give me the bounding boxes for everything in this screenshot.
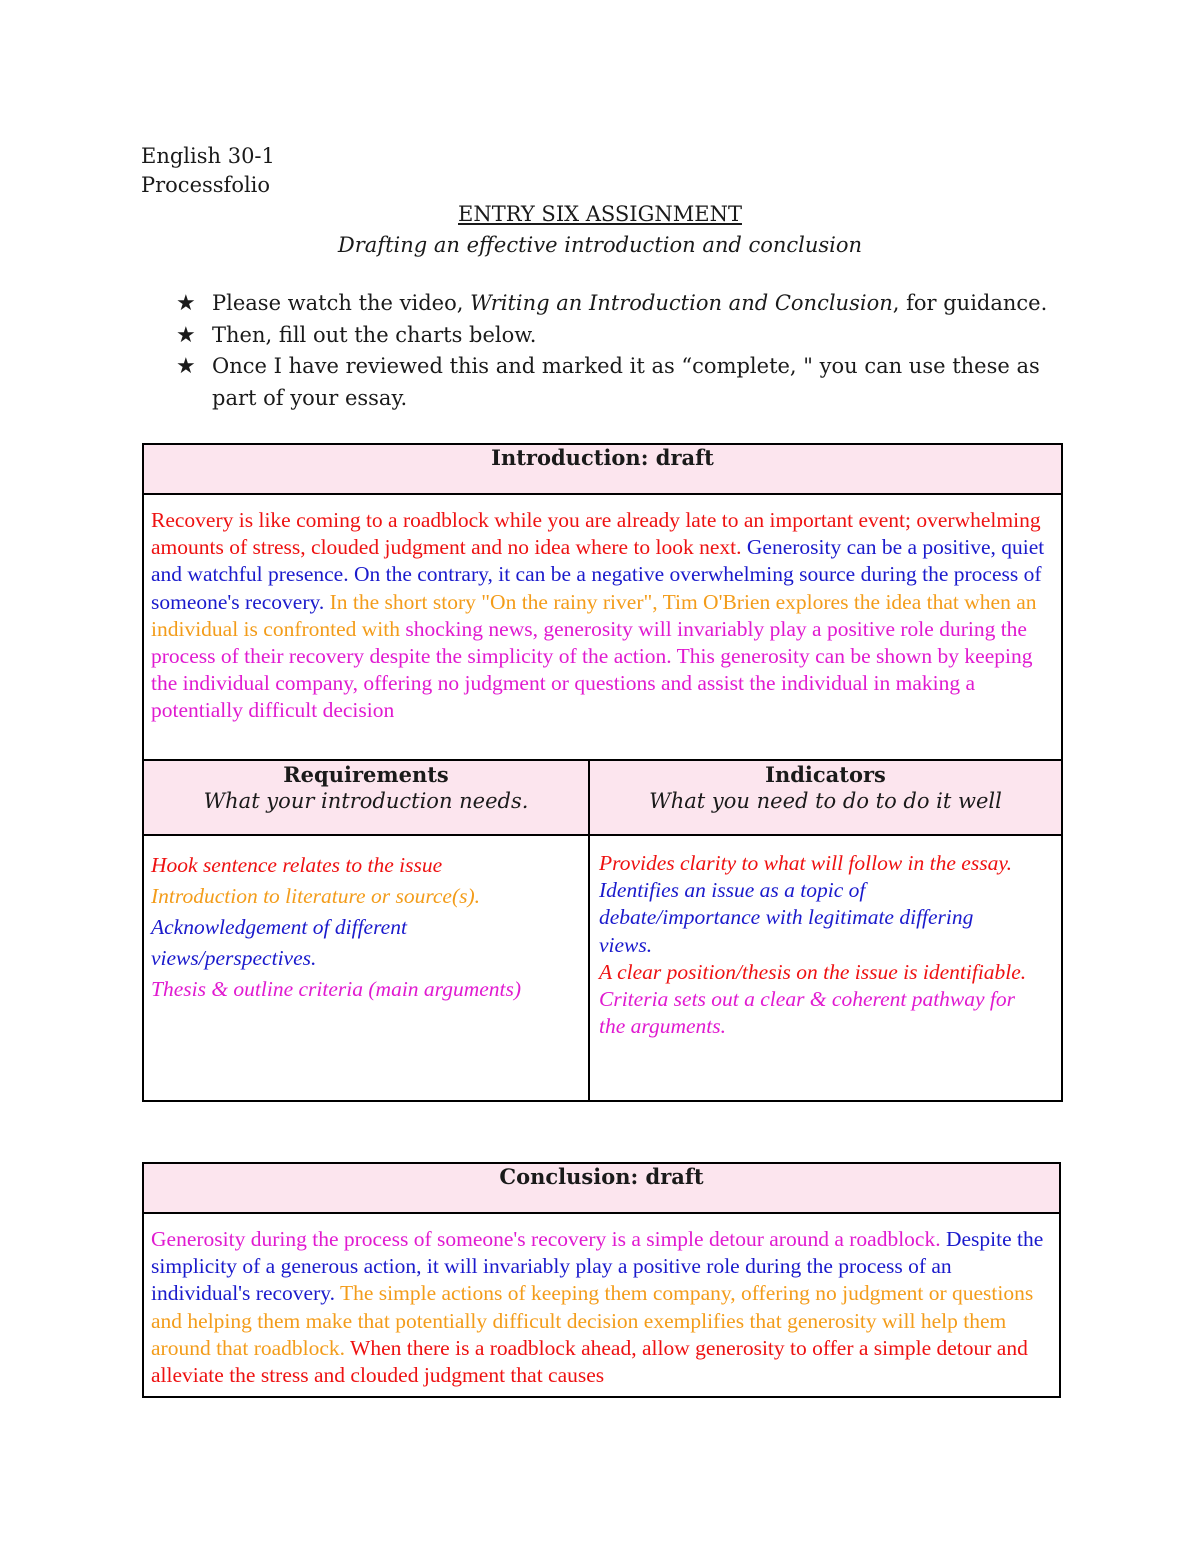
- indicators-list: [589, 835, 1062, 1101]
- requirement-item: Thesis & outline criteria (main arguments): [151, 977, 522, 1001]
- indicators-subtitle: What you need to do to do it well: [649, 789, 1002, 813]
- video-title: Writing an Introduction and Conclusion: [470, 291, 893, 315]
- intro-hook-text: Recovery is like coming to a roadblock while you are already late to an important event; overwhelming amounts of stress, clouded judgment and no idea where to look next.: [151, 508, 1041, 560]
- intro-thesis-text: shocking news, generosity will invariably play a positive role during the process of their recovery despite the simplicity of the action. This generosity can be shown by keeping the individual company, offering no judgment or questions and assist the individual in making a potentially difficult decision: [151, 616, 1033, 723]
- instruction-text: , for guidance.: [892, 291, 1048, 315]
- conclusion-table: [142, 1162, 1061, 1398]
- instruction-text: Once I have reviewed this and marked it as “complete, " you can use these as part of your essay.: [212, 354, 1040, 410]
- star-bullet-icon: ★: [176, 354, 196, 379]
- intro-source-text: In the short story "On the rainy river", Tim O'Brien explores the idea that when an individual is confronted with: [151, 589, 1037, 641]
- requirement-item: Acknowledgement of different views/perspectives.: [151, 915, 407, 970]
- conclusion-thesis-text: Despite the simplicity of a generous action, it will invariably play a positive role during the process of an individual's recovery.: [151, 1227, 1044, 1306]
- conclusion-closing-text: When there is a roadblock ahead, allow generosity to offer a simple detour and alleviate the stress and clouded judgment that causes: [151, 1335, 1028, 1388]
- requirements-title: Requirements: [283, 762, 449, 787]
- introduction-table: [142, 443, 1063, 1102]
- star-bullet-icon: ★: [176, 322, 196, 348]
- star-bullet-icon: ★: [176, 291, 196, 316]
- indicator-item: Identifies an issue as a topic of debate/importance with legitimate differing views.: [599, 878, 974, 957]
- instruction-text: Then, fill out the charts below.: [212, 322, 537, 347]
- requirement-item: Introduction to literature or source(s).: [151, 884, 481, 908]
- intro-perspectives-text: Generosity can be a positive, quiet and watchful presence. On the contrary, it can be a negative overwhelming source during the process of someone's recovery.: [151, 535, 1045, 614]
- indicator-item: Criteria sets out a clear & coherent pathway for the arguments.: [599, 987, 1016, 1039]
- requirements-header: [143, 760, 589, 835]
- indicator-item: Provides clarity to what will follow in the essay.: [599, 851, 1013, 875]
- page-title: ENTRY SIX ASSIGNMENT: [458, 202, 742, 226]
- conclusion-summary-text: The simple actions of keeping them company, offering no judgment or questions and helping them make that potentially difficult decision exemplifies that generosity will help them around that roadblock.: [151, 1281, 1034, 1360]
- indicator-item: A clear position/thesis on the issue is identifiable.: [599, 959, 1027, 984]
- instruction-item: [176, 320, 1076, 352]
- course-name: English 30-1: [141, 144, 275, 168]
- conclusion-draft: [143, 1213, 1060, 1397]
- introduction-heading: Introduction: draft: [143, 444, 1062, 494]
- introduction-draft: [143, 494, 1062, 760]
- unit-name: Processfolio: [141, 173, 271, 197]
- indicators-title: Indicators: [765, 762, 886, 787]
- requirements-list: [143, 835, 589, 1101]
- requirements-subtitle: What your introduction needs.: [203, 789, 529, 813]
- indicators-header: [589, 760, 1062, 835]
- instruction-item: [176, 288, 1076, 320]
- instruction-item: [176, 351, 1076, 414]
- page-subtitle: Drafting an effective introduction and conclusion: [337, 233, 863, 257]
- instruction-text: Please watch the video,: [212, 291, 471, 315]
- instruction-list: [176, 288, 1076, 414]
- conclusion-heading: Conclusion: draft: [143, 1163, 1060, 1213]
- conclusion-restatement-text: Generosity during the process of someone's recovery is a simple detour around a roadblock.: [151, 1227, 941, 1251]
- requirement-item: Hook sentence relates to the issue: [151, 853, 443, 877]
